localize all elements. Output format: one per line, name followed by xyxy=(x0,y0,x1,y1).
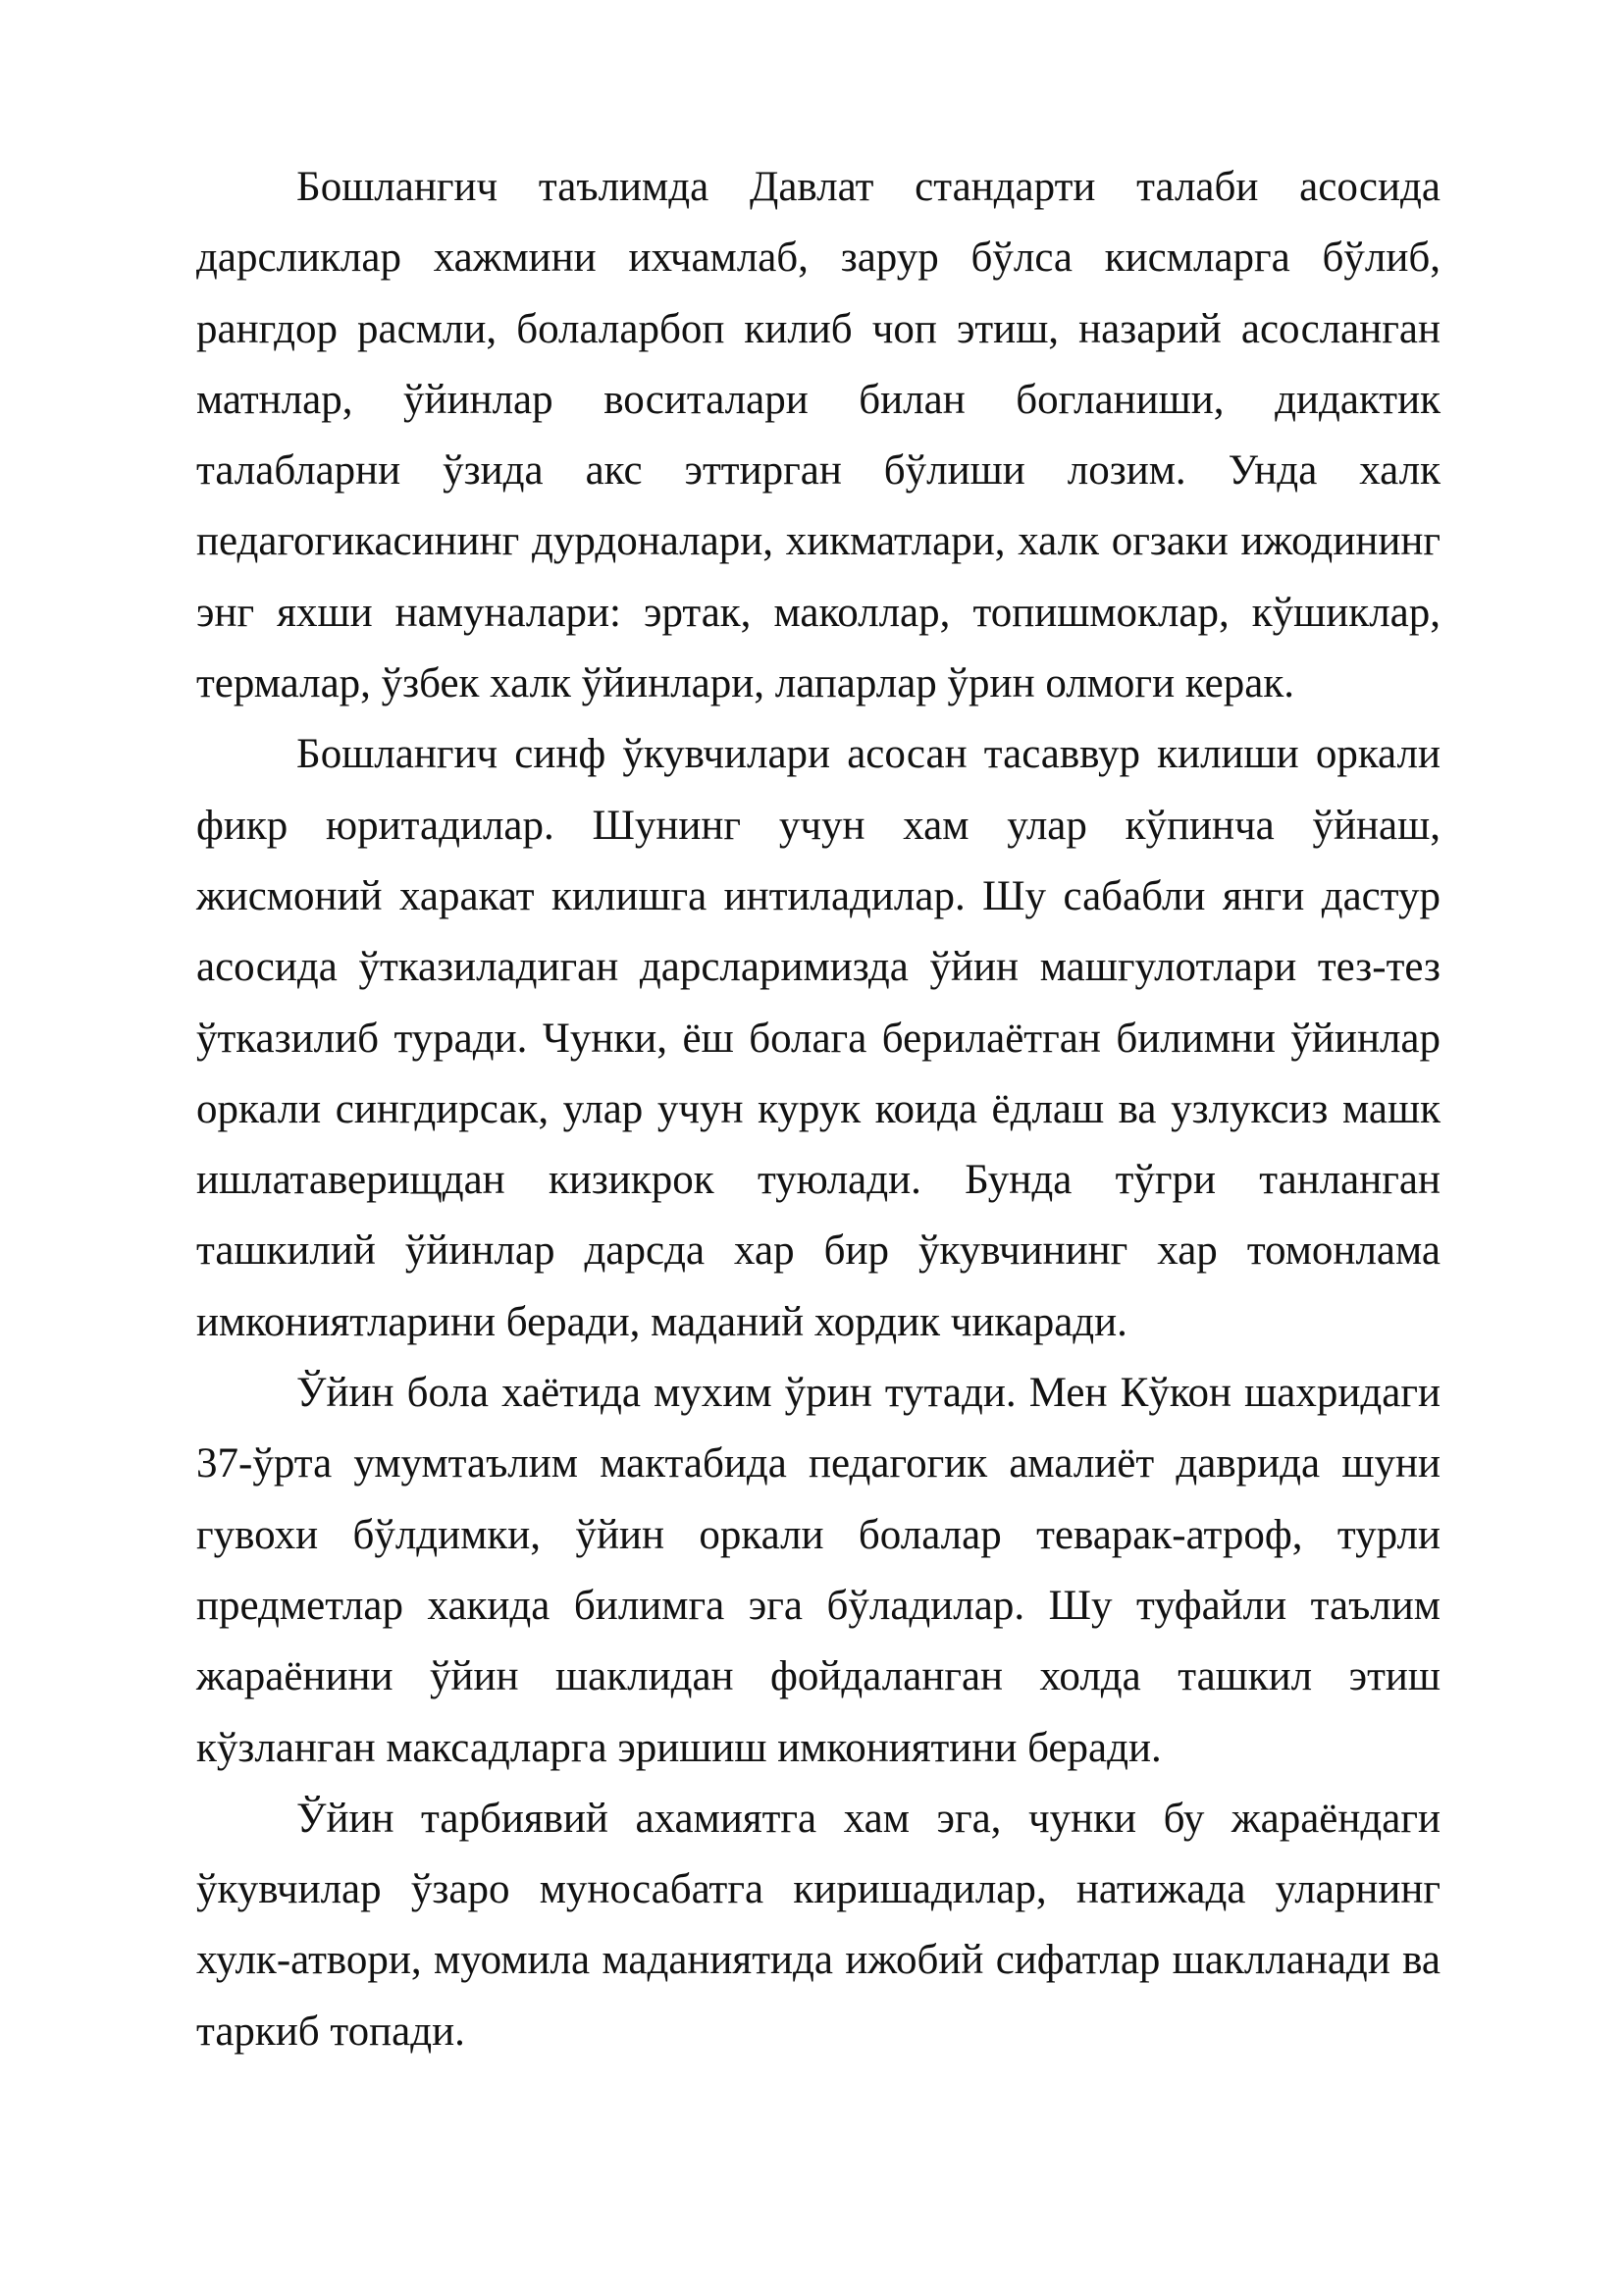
paragraph-1: Бошлангич таълимда Давлат стандарти талаби асосида дарсликлар хажмини ихчамлаб, зарур бўлса кисмларга бўлиб, рангдор расмли, болаларбоп килиб чоп этиш, назарий асосланган матнлар, ўйинлар воситалари билан богланиши, дидактик талабларни ўзида акс эттирган бўлиши лозим. Унда халк педагогикасининг дурдоналари, хикматлари, халк огзаки ижодининг энг яхши намуналари: эртак, маколлар, топишмоклар, кўшиклар, термалар, ўзбек халк ўйинлари, лапарлар ўрин олмоги керак. xyxy=(196,164,1441,707)
paragraph-3: Ўйин бола хаётида мухим ўрин тутади. Мен Кўкон шахридаги 37-ўрта умумтаълим мактабида педагогик амалиёт даврида шуни гувохи бўлдимки, ўйин оркали болалар теварак-атроф, турли предметлар хакида билимга эга бўладилар. Шу туфайли таълим жараёнини ўйин шаклидан фойдаланган холда ташкил этиш кўзланган максадларга эришиш имкониятини беради. xyxy=(196,1370,1441,1771)
paragraph-2: Бошлангич синф ўкувчилари асосан тасаввур килиши оркали фикр юритадилар. Шунинг учун хам улар кўпинча ўйнаш, жисмоний харакат килишга интиладилар. Шу сабабли янги дастур асосида ўтказиладиган дарсларимизда ўйин машгулотлари тез-тез ўтказилиб туради. Чунки, ёш болага берилаётган билимни ўйинлар оркали сингдирсак, улар учун курук коида ёдлаш ва узлуксиз машк ишлатаверищдан кизикрок туюлади. Бунда тўгри танланган ташкилий ўйинлар дарсда хар бир ўкувчининг хар томонлама имкониятларини беради, маданий хордик чикаради. xyxy=(196,731,1441,1345)
document-page xyxy=(196,152,1441,2067)
paragraph-4: Ўйин тарбиявий ахамиятга хам эга, чунки бу жараёндаги ўкувчилар ўзаро муносабатга киришадилар, натижада уларнинг хулк-атвори, муомила маданиятида ижобий сифатлар шаклланади ва таркиб топади. xyxy=(196,1795,1441,2055)
